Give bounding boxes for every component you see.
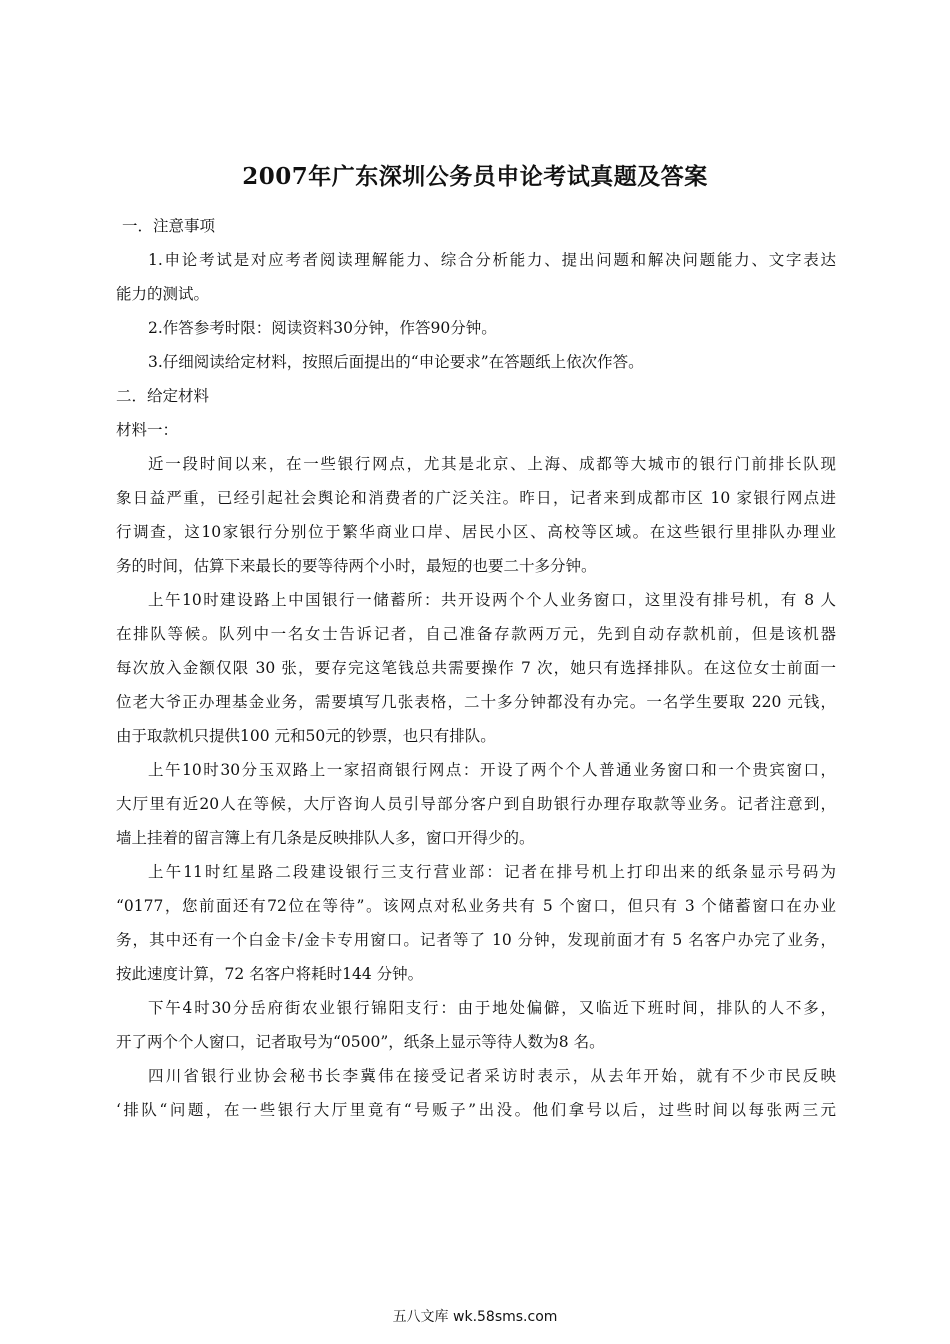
paragraph-line: 每次放入金额仅限 30 张，要存完这笔钱总共需要操作 7 次，她只有选择排队。在这位女士前面一 bbox=[116, 659, 836, 677]
paragraph-line: 行调查，这10家银行分别位于繁华商业口岸、居民小区、高校等区域。在这些银行里排队办理业 bbox=[116, 523, 836, 541]
footer-watermark: 五八文库 wk.58sms.com bbox=[392, 1309, 558, 1325]
paragraph-line: 上午10时30分玉双路上一家招商银行网点：开设了两个个人普通业务窗口和一个贵宾窗口， bbox=[148, 761, 836, 779]
paragraph-line: 在排队等候。队列中一名女士告诉记者，自己准备存款两万元，先到自动存款机前，但是该机器 bbox=[116, 625, 836, 643]
paragraph-line: 务，其中还有一个白金卡/金卡专用窗口。记者等了 10 分钟，发现前面才有 5 名客户办完了业务， bbox=[116, 931, 836, 949]
section-heading: 一．注意事项 bbox=[122, 217, 216, 235]
paragraph-line: 2.作答参考时限：阅读资料30分钟，作答90分钟。 bbox=[148, 319, 497, 337]
paragraph-line: 开了两个个人窗口，记者取号为“0500”，纸条上显示等待人数为8 名。 bbox=[116, 1033, 605, 1051]
paragraph-line: 上午11时红星路二段建设银行三支行营业部：记者在排号机上打印出来的纸条显示号码为 bbox=[148, 863, 836, 881]
document-body bbox=[116, 209, 836, 1127]
paragraph-line: 墙上挂着的留言簿上有几条是反映排队人多，窗口开得少的。 bbox=[116, 829, 535, 847]
paragraph-line: 3.仔细阅读给定材料，按照后面提出的“申论要求”在答题纸上依次作答。 bbox=[148, 353, 644, 371]
paragraph-line: 象日益严重，已经引起社会舆论和消费者的广泛关注。昨日，记者来到成都市区 10 家银行网点进 bbox=[116, 489, 836, 507]
paragraph-line: 近一段时间以来，在一些银行网点，尤其是北京、上海、成都等大城市的银行门前排长队现 bbox=[148, 455, 836, 473]
paragraph-line: 按此速度计算，72 名客户将耗时144 分钟。 bbox=[116, 965, 424, 983]
paragraph-line: “0177，您前面还有72位在等待”。该网点对私业务共有 5 个窗口，但只有 3 个储蓄窗口在办业 bbox=[116, 897, 836, 915]
paragraph-line: ‘排队“问题，在一些银行大厅里竟有“号贩子”出没。他们拿号以后，过些时间以每张两三元 bbox=[116, 1101, 836, 1119]
paragraph-line: 下午4时30分岳府街农业银行锦阳支行：由于地处偏僻，又临近下班时间，排队的人不多， bbox=[148, 999, 836, 1017]
paragraph-line: 四川省银行业协会秘书长李冀伟在接受记者采访时表示，从去年开始，就有不少市民反映 bbox=[148, 1067, 836, 1085]
section-heading: 二．给定材料 bbox=[116, 387, 210, 405]
paragraph-line: 位老大爷正办理基金业务，需要填写几张表格，二十多分钟都没有办完。一名学生要取 220 元钱， bbox=[116, 693, 836, 711]
paragraph-line: 能力的测试。 bbox=[116, 285, 210, 303]
paragraph-line: 务的时间，估算下来最长的要等待两个小时，最短的也要二十多分钟。 bbox=[116, 557, 597, 575]
paragraph-line: 大厅里有近20人在等候，大厅咨询人员引导部分客户到自助银行办理存取款等业务。记者注意到， bbox=[116, 795, 836, 813]
paragraph-line: 由于取款机只提供100 元和50元的钞票，也只有排队。 bbox=[116, 727, 496, 745]
material-label: 材料一： bbox=[116, 421, 179, 439]
document-title: 2007年广东深圳公务员申论考试真题及答案 bbox=[242, 163, 708, 190]
paragraph-line: 1.申论考试是对应考者阅读理解能力、综合分析能力、提出问题和解决问题能力、文字表达 bbox=[148, 251, 836, 269]
paragraph-line: 上午10时建设路上中国银行一储蓄所：共开设两个个人业务窗口，这里没有排号机，有 8 人 bbox=[148, 591, 836, 609]
